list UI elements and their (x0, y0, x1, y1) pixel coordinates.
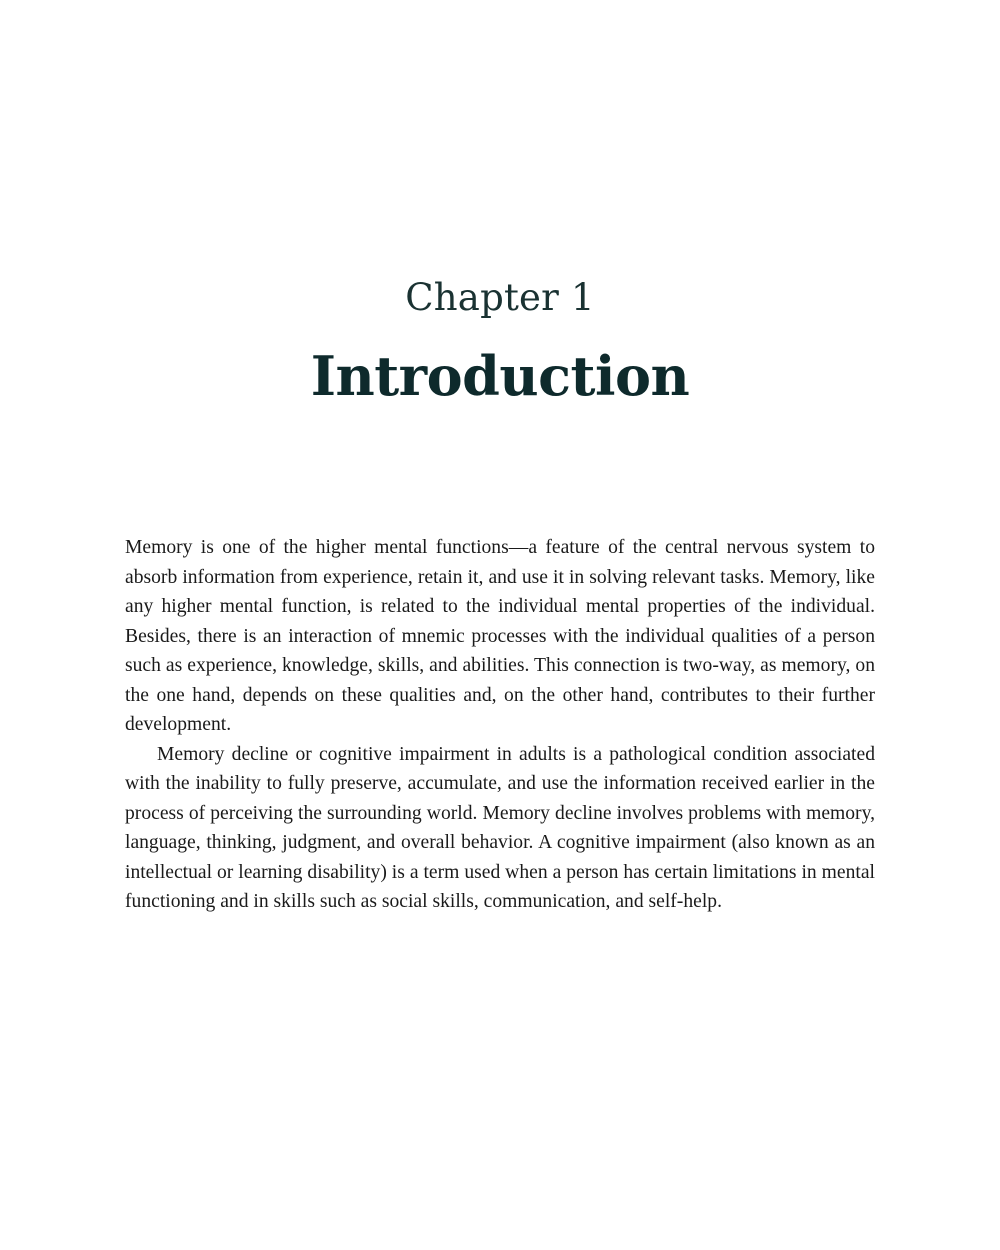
chapter-number: Chapter 1 (405, 276, 595, 319)
paragraph-1: Memory is one of the higher mental functions—a feature of the central nervous system to absorb information from experience, retain it, and use it in solving relevant tasks. Memory, like any higher mental function, is related to the individual mental properties of the individual. Besides, there is an interaction of mnemic processes with the individual qualities of a person such as experience, knowledge, skills, and abilities. This connection is two-way, as memory, on the one hand, depends on these qualities and, on the other hand, contributes to their further development. (125, 537, 875, 735)
paragraph-2: Memory decline or cognitive impairment in adults is a pathological condition associated with the inability to fully preserve, accumulate, and use the information received earlier in the process of perceiving the surrounding world. Memory decline involves problems with memory, language, thinking, judgment, and overall behavior. A cognitive impairment (also known as an intellectual or learning disability) is a term used when a person has certain limitations in mental functioning and in skills such as social skills, communication, and self-help. (125, 743, 875, 912)
chapter-title: Introduction (310, 344, 690, 408)
chapter-body (125, 533, 875, 917)
